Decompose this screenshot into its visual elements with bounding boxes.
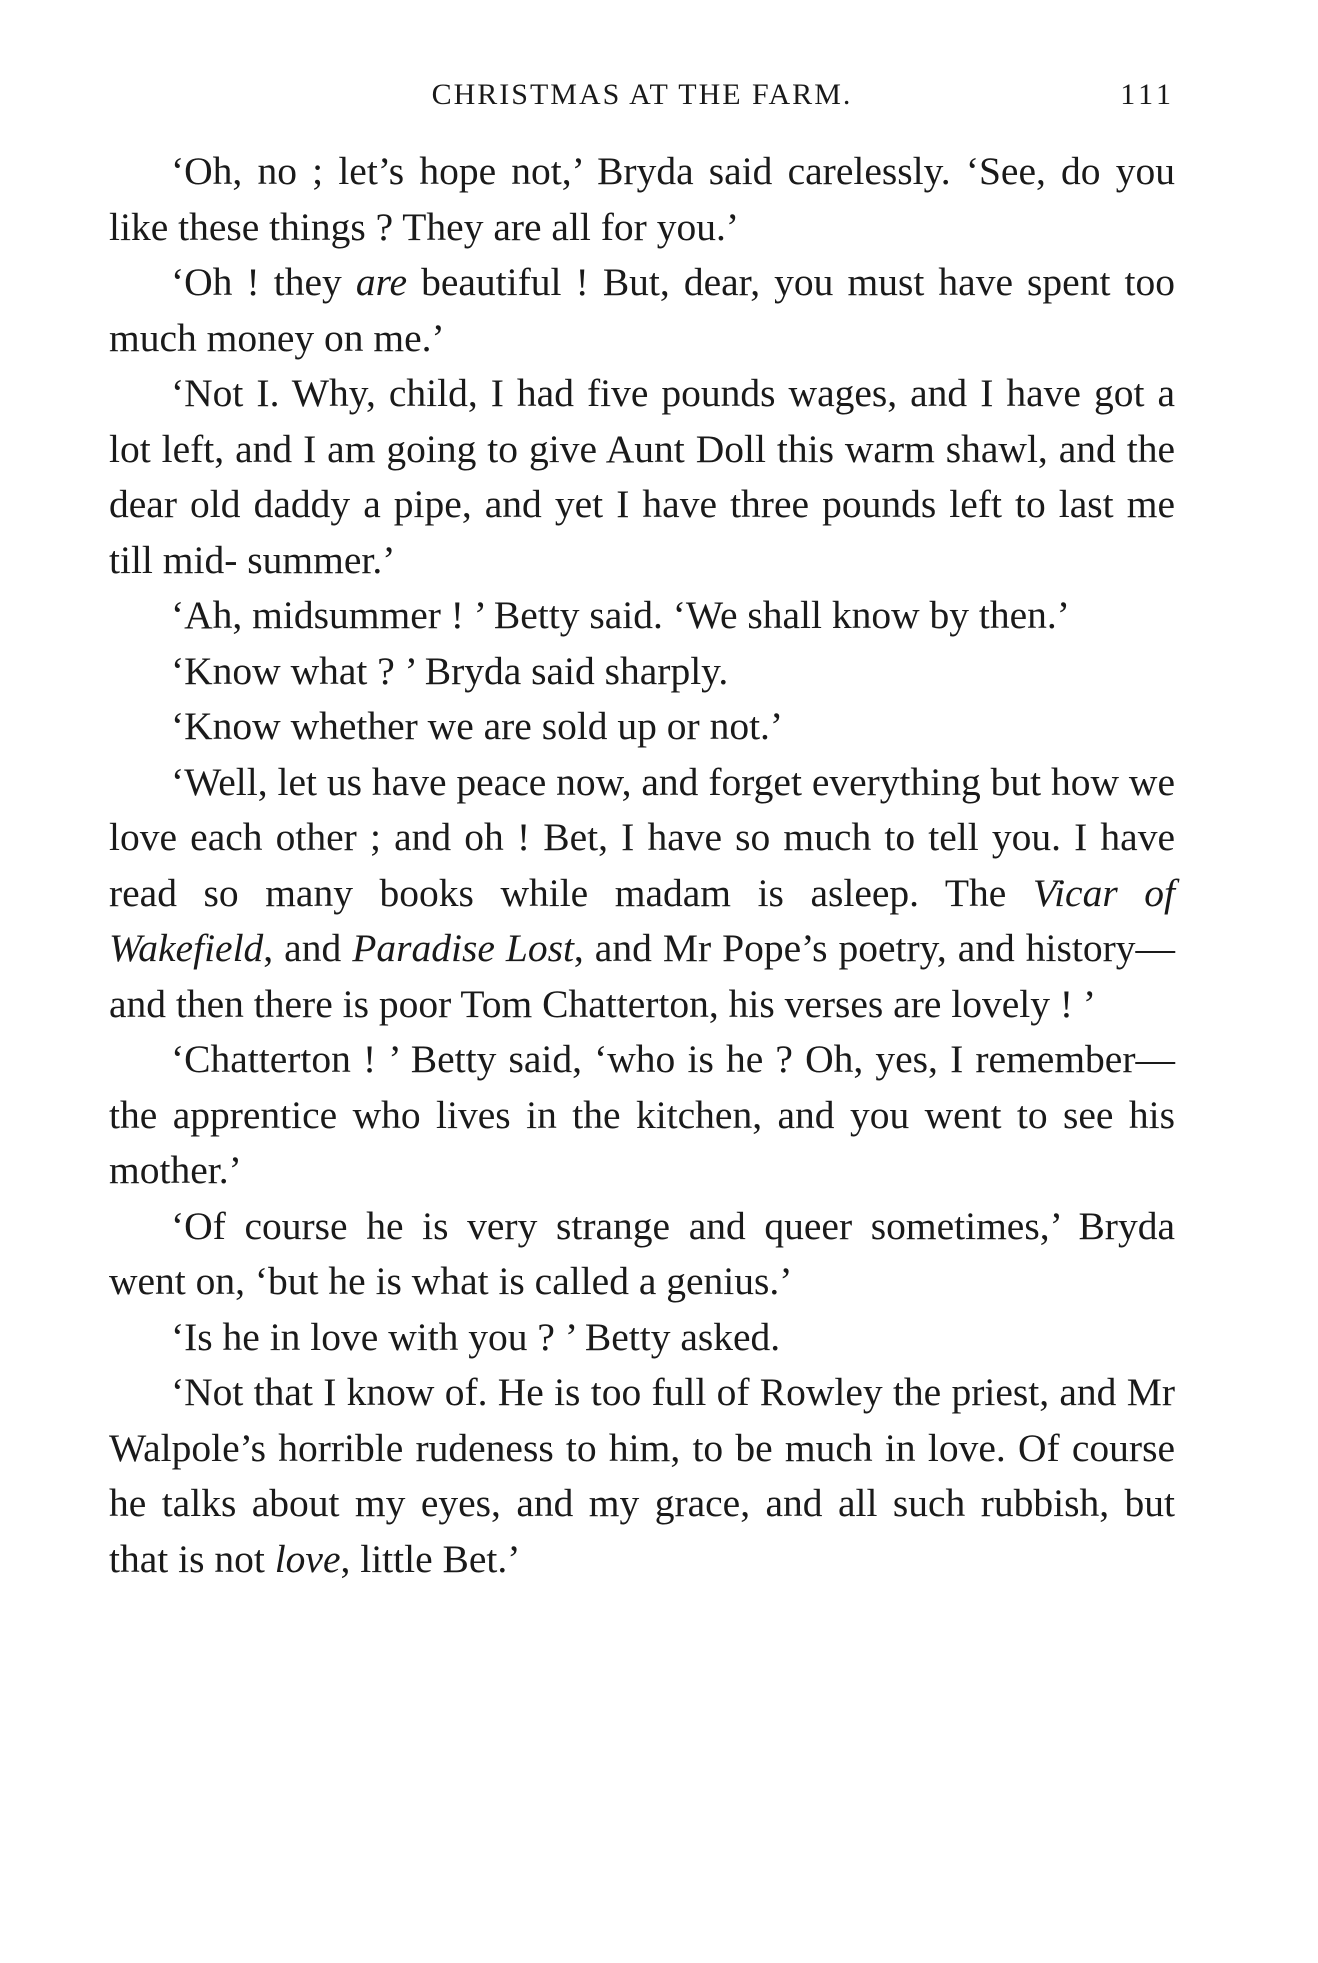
italic-title-text: Vicar of Wakefield <box>109 870 1175 970</box>
paragraph-text: ‘Is he in love with you ? ’ Betty asked. <box>171 1314 781 1359</box>
paragraph <box>109 144 1175 255</box>
paragraph <box>109 644 1175 700</box>
paragraph <box>109 1310 1175 1366</box>
paragraph-text: , and <box>263 926 353 970</box>
body-text <box>109 144 1175 1587</box>
paragraph-text: ‘Oh ! they <box>171 260 356 304</box>
paragraph-text: ‘Know whether we are sold up or not.’ <box>171 704 784 748</box>
italic-title-text: are <box>355 260 408 304</box>
book-page <box>109 70 1175 1587</box>
paragraph-text: ‘Not I. Why, child, I had five pounds wages, and I have got a lot left, and I am going to give Aunt Doll this warm shawl, and the dear old daddy a pipe, and yet I have three pounds left to last me till mid- summer.’ <box>109 371 1175 582</box>
paragraph <box>109 755 1175 1033</box>
paragraph-text: , and Mr Pope’s poetry, and history—and then there is poor Tom Chatterton, his verses are lovely ! ’ <box>109 926 1175 1026</box>
paragraph-text: ‘Ah, midsummer ! ’ Betty said. ‘We shall know by then.’ <box>171 593 1070 637</box>
running-head <box>109 70 1175 126</box>
paragraph-text: ‘Not that I know of. He is too full of Rowley the priest, and Mr Walpole’s horrible rudeness to him, to be much in love. Of course he talks about my eyes, and my grace, and all such rubbish, but that is not <box>109 1370 1175 1581</box>
paragraph-text: ‘Well, let us have peace now, and forget everything but how we love each other ; and oh ! Bet, I have so much to tell you. I have read so many books while madam is asleep. The <box>109 759 1175 915</box>
paragraph <box>109 366 1175 588</box>
paragraph <box>109 588 1175 644</box>
paragraph <box>109 1199 1175 1310</box>
italic-title-text: Paradise Lost <box>352 926 574 970</box>
paragraph <box>109 255 1175 366</box>
paragraph-text: ‘Chatterton ! ’ Betty said, ‘who is he ? Oh, yes, I remember—the apprentice who lives in the kitchen, and you went to see his mother.’ <box>109 1037 1175 1192</box>
paragraph-text: ‘Of course he is very strange and queer sometimes,’ Bryda went on, ‘but he is what is called a genius.’ <box>109 1203 1175 1303</box>
paragraph <box>109 1365 1175 1587</box>
running-title: CHRISTMAS AT THE FARM. <box>431 78 853 111</box>
paragraph <box>109 1032 1175 1199</box>
paragraph <box>109 699 1175 755</box>
page-number: 111 <box>1120 78 1175 111</box>
paragraph-text: , little Bet.’ <box>340 1536 521 1581</box>
paragraph-text: ‘Oh, no ; let’s hope not,’ Bryda said carelessly. ‘See, do you like these things ? They are all for you.’ <box>109 149 1175 249</box>
paragraph-text: beautiful ! But, dear, you must have spent too much money on me.’ <box>109 260 1175 360</box>
paragraph-text: ‘Know what ? ’ Bryda said sharply. <box>171 648 729 693</box>
italic-title-text: love <box>274 1536 341 1581</box>
